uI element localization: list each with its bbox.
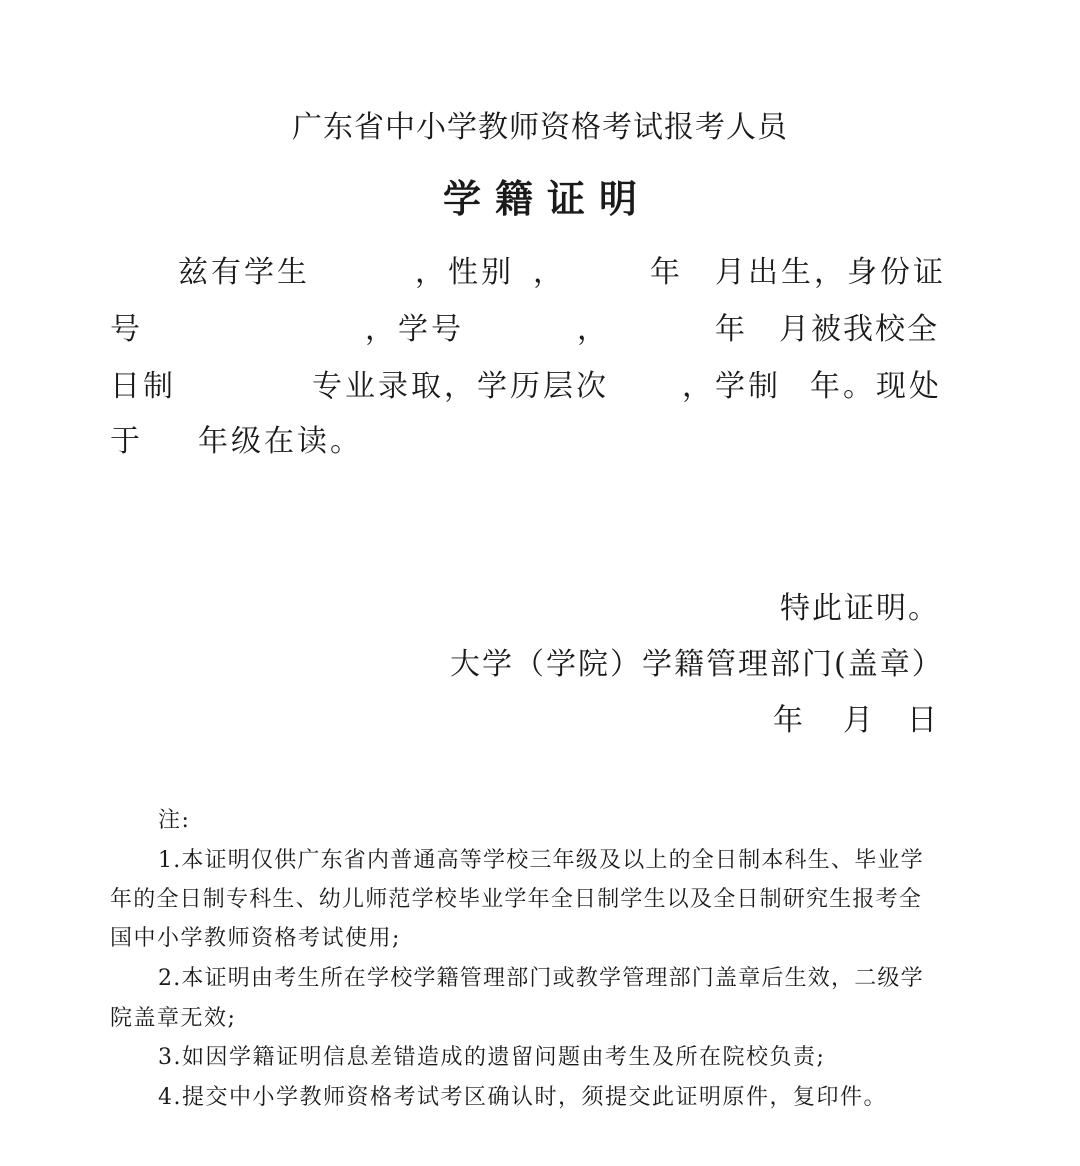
note-4: 4.提交中小学教师资格考试考区确认时，须提交此证明原件，复印件。 [158,1085,887,1110]
sign-year: 年 [773,703,803,738]
grade-label: 年级在读。 [198,424,363,459]
separator-comma: ， [533,255,563,290]
sign-month: 月 [843,703,873,738]
note-1-line-1: 1.本证明仅供广东省内普通高等学校三年级及以上的全日制本科生、毕业学 [158,848,924,873]
notes-heading: 注: [158,808,191,833]
seal-department: 大学（学院）学籍管理部门(盖章） [450,647,944,682]
note-1-line-2: 年的全日制专科生、幼儿师范学校毕业学年全日制学生以及全日制研究生报考全 [110,887,923,912]
student-prefix: 兹有学生 [178,255,310,290]
sign-day: 日 [907,703,937,738]
birth-month-label: 月出生，身份证 [715,255,946,290]
note-2-line-1: 2.本证明由考生所在学校学籍管理部门或教学管理部门盖章后生效，二级学 [158,966,924,991]
admission-year-label: 年 [715,312,745,347]
program-duration-label: ，学制 [682,369,781,404]
document-title: 学籍证明 [442,176,651,221]
note-1-line-3: 国中小学教师资格考试使用; [110,926,401,951]
certify-statement: 特此证明。 [780,591,940,626]
gender-label: ，性别 [415,255,514,290]
birth-year-label: 年 [650,255,680,290]
at-label: 于 [110,424,140,459]
current-status-label: 年。现处 [810,369,942,404]
student-number-label: ，学号 [365,312,464,347]
admission-month-label: 月被我校全 [779,312,939,347]
note-2-line-2: 院盖章无效; [110,1006,237,1031]
major-label: 专业录取，学历层次 [312,369,609,404]
separator-comma: ， [577,312,607,347]
fulltime-label: 日制 [110,369,176,404]
document-subtitle: 广东省中小学教师资格考试报考人员 [292,110,788,145]
id-number-label: 号 [110,312,140,347]
note-3: 3.如因学籍证明信息差错造成的遗留问题由考生及所在院校负责; [158,1045,826,1070]
